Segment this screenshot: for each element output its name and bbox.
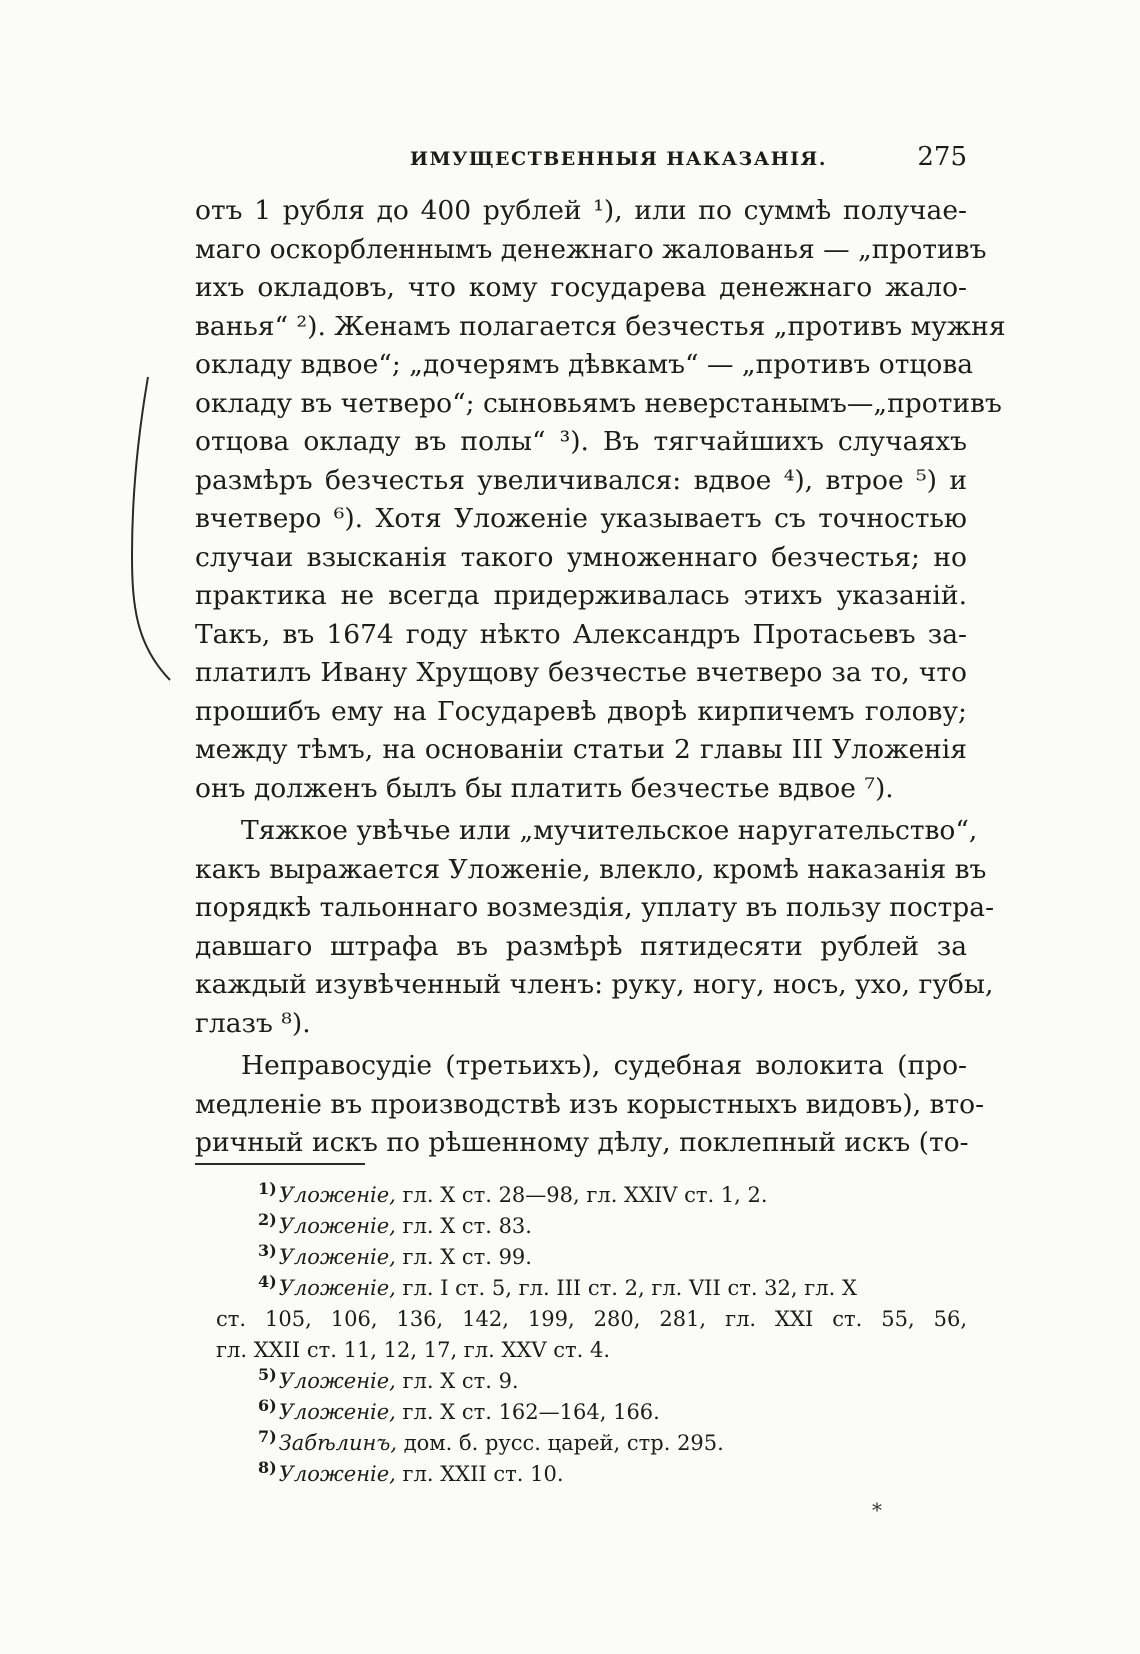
footnote-text: гл. X ст. 9. bbox=[395, 1369, 519, 1393]
footnote-source: Уложеніе, bbox=[278, 1400, 396, 1424]
footnote-source: Забѣлинъ, bbox=[278, 1431, 398, 1455]
footnote bbox=[258, 1397, 967, 1428]
text-line: отъ 1 рубля до 400 рублей ¹), или по суммѣ получае- bbox=[195, 195, 967, 226]
footnote-source: Уложеніе, bbox=[278, 1245, 396, 1269]
text-line: какъ выражается Уложеніе, влекло, кромѣ наказанія въ bbox=[195, 853, 987, 885]
paragraph bbox=[195, 1047, 985, 1163]
text-line: вчетверо ⁶). Хотя Уложеніе указываетъ съ точностью bbox=[195, 503, 967, 534]
footnote bbox=[258, 1180, 967, 1211]
paragraph bbox=[195, 812, 995, 1043]
text-line: отцова окладу въ полы“ ³). Въ тягчайшихъ случаяхъ bbox=[195, 426, 967, 457]
text-line: глазъ ⁸). bbox=[195, 1007, 311, 1039]
page-number: 275 bbox=[917, 142, 967, 172]
footnote-marker: 8) bbox=[258, 1458, 277, 1477]
footnote-marker: 5) bbox=[258, 1365, 277, 1384]
text-line: порядкѣ тальоннаго возмездія, уплату въ пользу постра- bbox=[195, 892, 995, 923]
footnote-source: Уложеніе, bbox=[278, 1369, 396, 1393]
text-line: медленіе въ производствѣ изъ корыстныхъ видовъ), вто- bbox=[195, 1088, 985, 1120]
footnote-marker: 7) bbox=[258, 1427, 277, 1446]
text-line: ричный искъ по рѣшенному дѣлу, поклепный искъ (то- bbox=[195, 1127, 969, 1158]
footnote-text: дом. б. русс. царей, стр. 295. bbox=[397, 1431, 724, 1455]
footnote-continuation: гл. XXII ст. 11, 12, 17, гл. XXV ст. 4. bbox=[216, 1338, 611, 1362]
footnote bbox=[258, 1211, 967, 1242]
footnote-marker: 1) bbox=[258, 1179, 277, 1198]
footnote bbox=[258, 1242, 967, 1273]
footnote-text: гл. X ст. 83. bbox=[395, 1214, 532, 1238]
footnote-marker: 2) bbox=[258, 1210, 277, 1229]
text-line: размѣръ безчестья увеличивался: вдвое ⁴), втрое ⁵) и bbox=[195, 464, 967, 496]
paragraph bbox=[195, 192, 1006, 808]
footnotes bbox=[216, 1179, 967, 1490]
footnote-text: гл. I ст. 5, гл. III ст. 2, гл. VII ст. 32, гл. X bbox=[395, 1276, 857, 1300]
footnote-marker: 3) bbox=[258, 1241, 277, 1260]
running-head bbox=[195, 140, 967, 176]
text-line: практика не всегда придерживалась этихъ указаній. bbox=[195, 580, 967, 611]
footnote-text: гл. X ст. 28—98, гл. XXIV ст. 1, 2. bbox=[395, 1183, 768, 1207]
body-text bbox=[195, 192, 1006, 1163]
signature-mark: * bbox=[872, 1498, 882, 1522]
footnote-source: Уложеніе, bbox=[278, 1183, 396, 1207]
footnote-continuation: ст. 105, 106, 136, 142, 199, 280, 281, гл. XXI ст. 55, 56, bbox=[216, 1307, 967, 1331]
text-line: ванья“ ²). Женамъ полагается безчестья „противъ мужня bbox=[195, 310, 1006, 342]
footnote-text: гл. X ст. 162—164, 166. bbox=[395, 1400, 660, 1424]
footnote-text: гл. XXII ст. 10. bbox=[395, 1462, 564, 1486]
text-line: прошибъ ему на Государевѣ дворѣ кирпичемъ голову; bbox=[195, 695, 967, 727]
footnote-source: Уложеніе, bbox=[278, 1276, 396, 1300]
footnote bbox=[258, 1273, 967, 1304]
footnote-rule bbox=[195, 1163, 365, 1165]
footnote-marker: 6) bbox=[258, 1396, 277, 1415]
text-line: между тѣмъ, на основаніи статьи 2 главы III Уложенія bbox=[195, 734, 967, 765]
footnote-text: гл. X ст. 99. bbox=[395, 1245, 532, 1269]
running-title: ИМУЩЕСТВЕННЫЯ НАКАЗАНІЯ. bbox=[410, 148, 827, 170]
text-line: ихъ окладовъ, что кому государева денежнаго жало- bbox=[195, 272, 967, 303]
text-line: онъ долженъ былъ бы платить безчестье вдвое ⁷). bbox=[195, 772, 894, 804]
text-line: случаи взысканія такого умноженнаго безчестья; но bbox=[195, 541, 967, 573]
text-line: маго оскорбленнымъ денежнаго жалованья — „противъ bbox=[195, 233, 987, 265]
text-line: окладу въ четверо“; сыновьямъ неверстанымъ—„противъ bbox=[195, 387, 1002, 419]
text-line: Тяжкое увѣчье или „мучительское наругательство“, bbox=[241, 815, 978, 846]
text-line: окладу вдвое“; „дочерямъ дѣвкамъ“ — „противъ отцова bbox=[195, 349, 974, 380]
footnote bbox=[258, 1366, 967, 1397]
text-line: каждый изувѣченный членъ: руку, ногу, носъ, ухо, губы, bbox=[195, 969, 994, 1000]
footnote bbox=[258, 1459, 967, 1490]
footnote bbox=[258, 1428, 967, 1459]
text-line: платилъ Ивану Хрущову безчестье вчетверо за то, что bbox=[195, 657, 967, 688]
text-line: Такъ, въ 1674 году нѣкто Александръ Протасьевъ за- bbox=[195, 618, 967, 650]
footnote-source: Уложеніе, bbox=[278, 1462, 396, 1486]
text-line: давшаго штрафа въ размѣрѣ пятидесяти рублей за bbox=[195, 930, 967, 962]
margin-bracket-mark bbox=[126, 375, 176, 685]
footnote-source: Уложеніе, bbox=[278, 1214, 396, 1238]
text-line: Неправосудіе (третьихъ), судебная волокита (про- bbox=[241, 1050, 967, 1081]
footnote-marker: 4) bbox=[258, 1272, 277, 1291]
